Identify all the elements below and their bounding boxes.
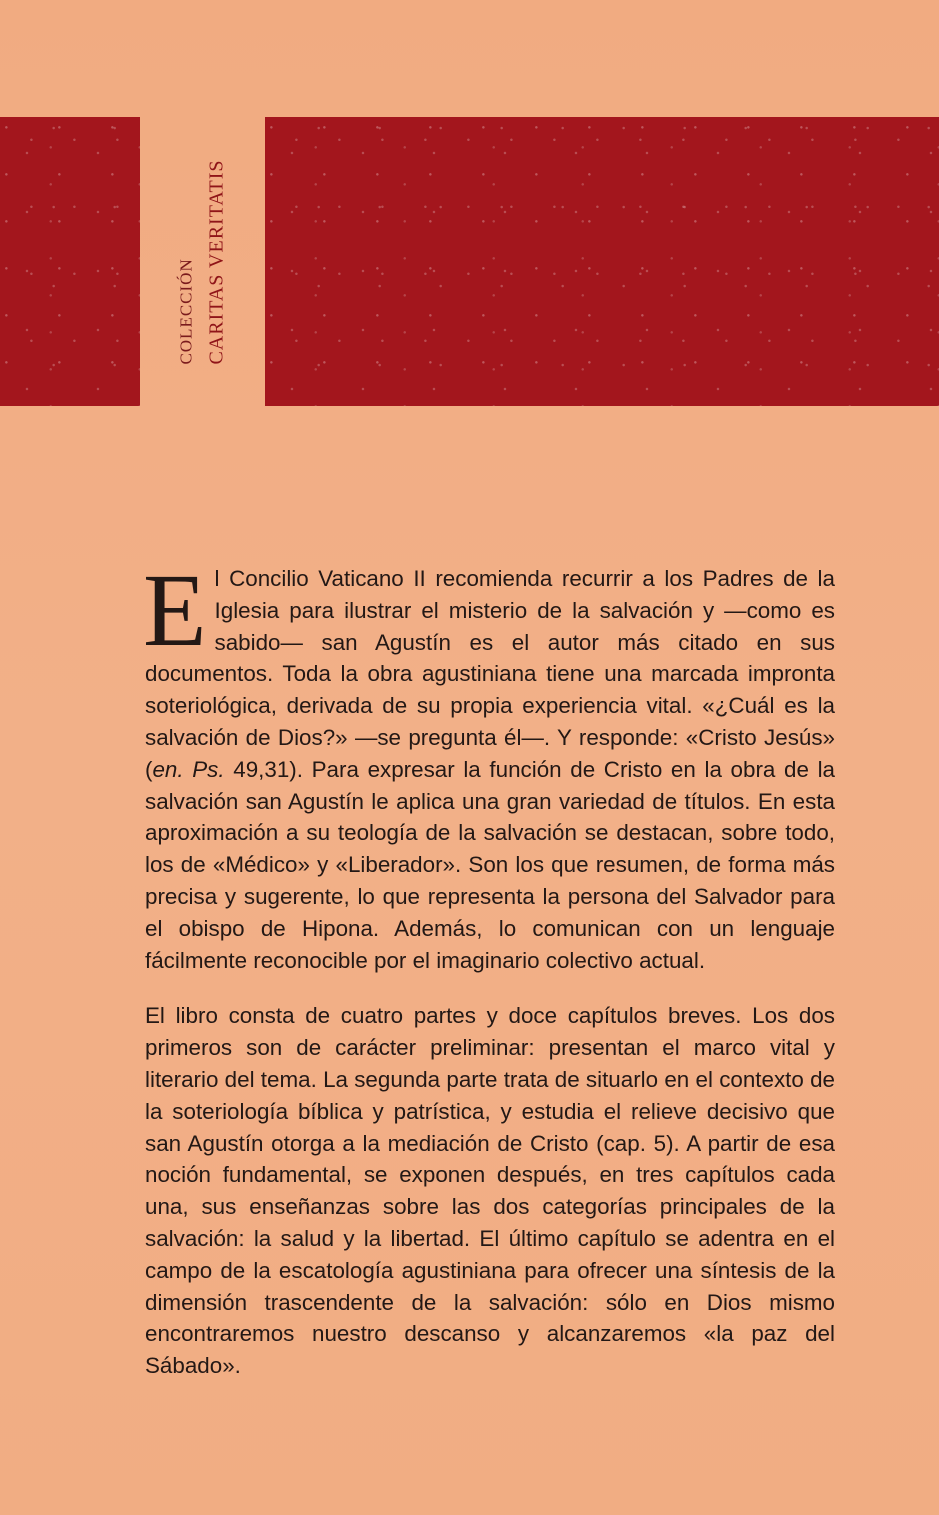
citation-italic: en. Ps. — [152, 756, 225, 782]
collection-name: CARITAS VERITATIS — [205, 159, 228, 365]
collection-title — [178, 159, 227, 364]
band-texture — [0, 117, 140, 406]
paragraph-1-text-b: 49,31). Para expresar la función de Cristo en la obra de la salvación san Agustín le aplica una gran variedad de títulos. En esta aproximación a su teología de la salvación se destacan, sobre todo, los de «Médico» y «Liberador». Son los que resumen, de forma más precisa y sugerente, lo que representa la persona del Salvador para el obispo de Hipona. Además, lo comunican con un lenguaje fácilmente reconocible por el imaginario colectivo actual. — [145, 756, 836, 973]
band-texture — [265, 117, 939, 406]
red-band-left — [0, 117, 140, 406]
collection-spine — [140, 117, 265, 406]
paragraph-1-text-a: l Concilio Vaticano II recomienda recurrir a los Padres de la Iglesia para ilustrar el misterio de la salvación y —como es sabido— san Agustín es el autor más citado en sus documentos. Toda la obra agustiniana tiene una marcada impronta soteriológica, derivada de su propia experiencia vital. «¿Cuál es la salvación de Dios?» —se pregunta él—. Y responde: «Cristo Jesús» ( — [145, 566, 835, 782]
blurb — [143, 553, 836, 1382]
drop-cap: E — [143, 553, 207, 668]
blurb-paragraph-1 — [143, 553, 836, 976]
red-band-right — [265, 117, 939, 406]
blurb-paragraph-2: El libro consta de cuatro partes y doce capítulos breves. Los dos primeros son de carácter preliminar: presentan el marco vital y literario del tema. La segunda parte trata de situarlo en el contexto de la soteriología bíblica y patrística, y estudia el relieve decisivo que san Agustín otorga a la mediación de Cristo (cap. 5). A partir de esa noción fundamental, se exponen después, en tres capítulos cada una, sus enseñanzas sobre las dos categorías principales de la salvación: la salud y la libertad. El último capítulo se adentra en el campo de la escatología agustiniana para ofrecer una síntesis de la dimensión trascendente de la salvación: sólo en Dios mismo encontraremos nuestro descanso y alcanzaremos «la paz del Sábado». — [145, 1003, 835, 1379]
collection-label: COLECCIÓN — [176, 258, 196, 365]
